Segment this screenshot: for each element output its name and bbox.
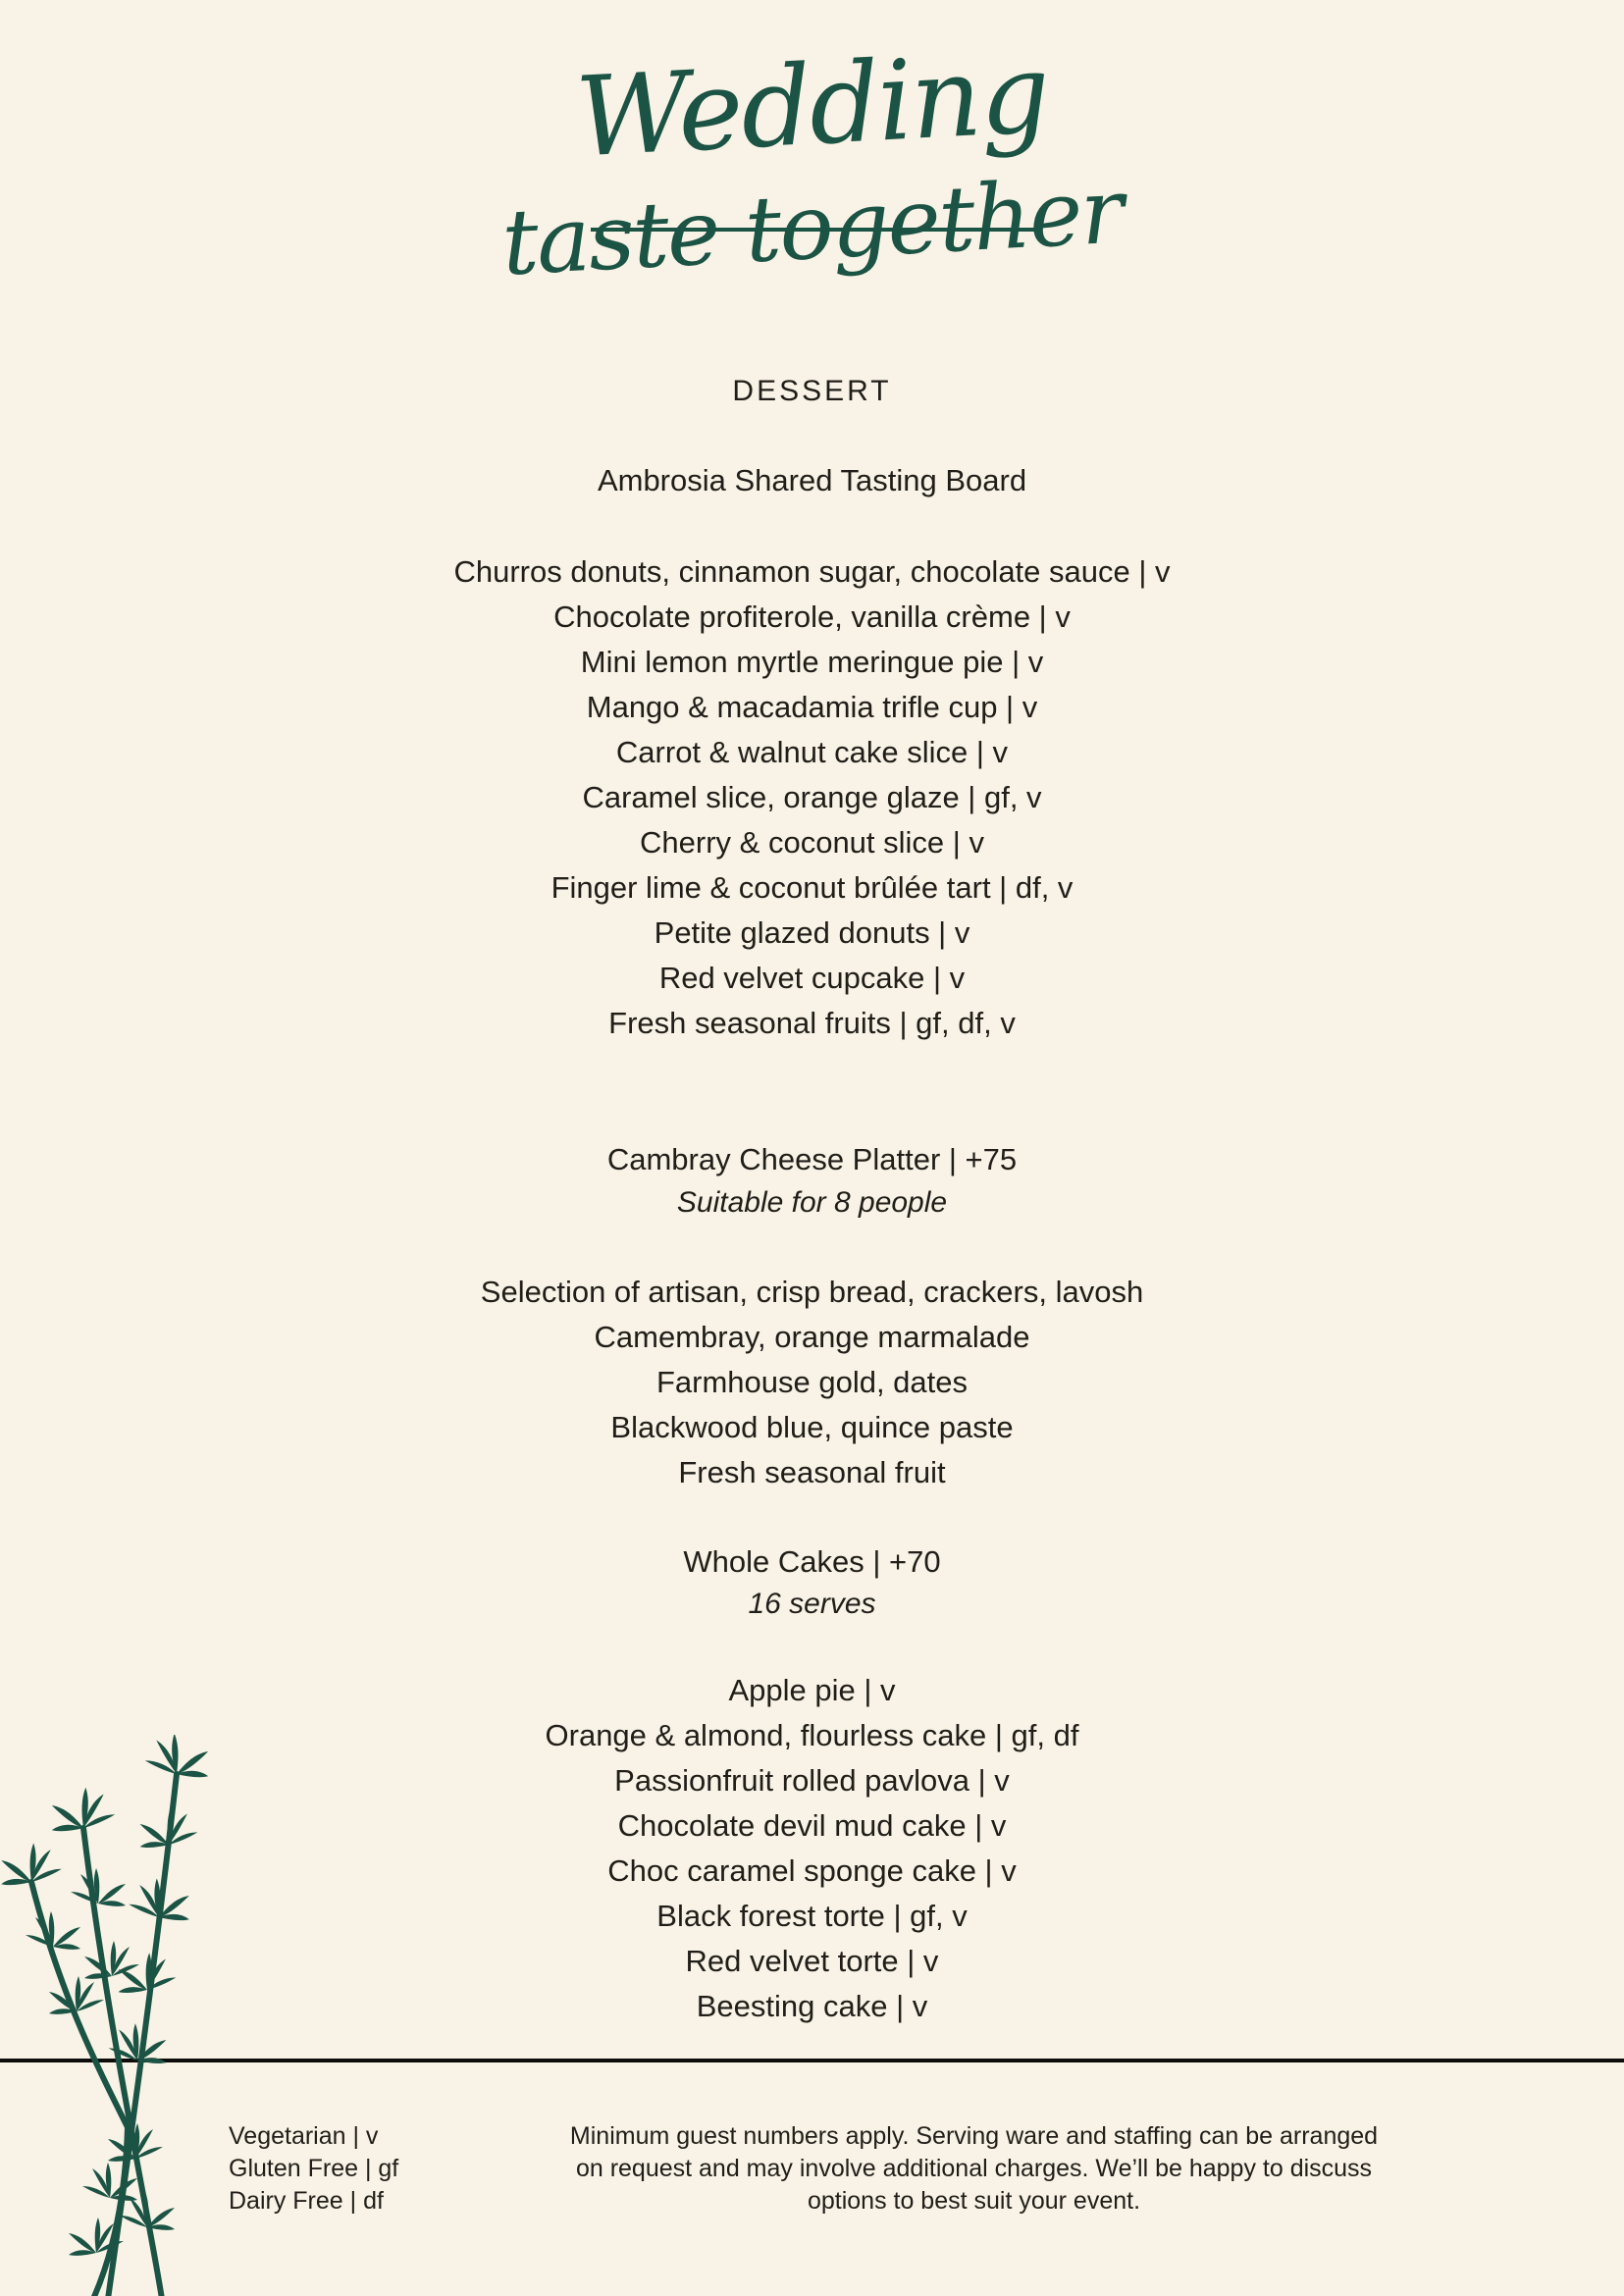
menu-item: Black forest torte | gf, v (656, 1899, 968, 1933)
logo-wordmark-line2: taste together (499, 158, 1125, 296)
menu-item: Selection of artisan, crisp bread, crackers, lavosh (480, 1275, 1144, 1309)
section-subtitle-cheese-platter: Suitable for 8 people (676, 1186, 948, 1219)
menu-item: Churros donuts, cinnamon sugar, chocolate sauce | v (453, 554, 1171, 589)
menu-item: Fresh seasonal fruit (678, 1455, 946, 1489)
page-title: DESSERT (732, 375, 892, 407)
menu-item: Orange & almond, flourless cake | gf, df (545, 1718, 1079, 1752)
legend-dairy-free: Dairy Free | df (229, 2187, 384, 2215)
menu-item: Apple pie | v (728, 1673, 896, 1707)
legend-vegetarian: Vegetarian | v (229, 2122, 379, 2150)
menu-item: Cherry & coconut slice | v (640, 825, 984, 860)
logo-wordmark-line1: Wedding (572, 29, 1052, 183)
menu-item: Blackwood blue, quince paste (610, 1410, 1014, 1444)
menu-item: Fresh seasonal fruits | gf, df, v (608, 1006, 1016, 1040)
menu-item: Red velvet torte | v (685, 1944, 939, 1978)
menu-item: Passionfruit rolled pavlova | v (614, 1763, 1010, 1798)
menu-list-cheese-platter (0, 1270, 1624, 1495)
thyme-sprig-illustration (0, 1735, 285, 2296)
menu-item: Camembray, orange marmalade (594, 1320, 1030, 1354)
menu-item: Petite glazed donuts | v (654, 915, 970, 950)
menu-item: Farmhouse gold, dates (655, 1365, 969, 1399)
section-title-cheese-platter: Cambray Cheese Platter | +75 (606, 1142, 1018, 1176)
menu-item: Finger lime & coconut brûlée tart | df, v (550, 870, 1074, 905)
menu-item: Choc caramel sponge cake | v (607, 1853, 1017, 1888)
menu-item: Mango & macadamia trifle cup | v (586, 690, 1038, 724)
menu-item: Beesting cake | v (696, 1989, 928, 2023)
footer-note-line: options to best suit your event. (807, 2187, 1141, 2215)
menu-item: Chocolate devil mud cake | v (617, 1808, 1007, 1843)
footer-note-line: on request and may involve additional charges. We’ll be happy to discuss (575, 2155, 1373, 2182)
menu-item: Caramel slice, orange glaze | gf, v (582, 780, 1042, 814)
menu-item: Chocolate profiterole, vanilla crème | v (553, 600, 1071, 634)
section-subtitle-whole-cakes: 16 serves (748, 1588, 876, 1620)
footer-note (496, 2120, 1452, 2218)
section-title-whole-cakes: Whole Cakes | +70 (683, 1544, 941, 1579)
menu-item: Mini lemon myrtle meringue pie | v (580, 645, 1044, 679)
menu-item: Red velvet cupcake | v (658, 961, 966, 995)
footer-note-line: Minimum guest numbers apply. Serving ware and staffing can be arranged (569, 2122, 1379, 2150)
menu-list-tasting-board (0, 549, 1624, 1046)
section-title-tasting-board: Ambrosia Shared Tasting Board (597, 463, 1027, 497)
menu-item: Carrot & walnut cake slice | v (615, 735, 1009, 769)
legend-gluten-free: Gluten Free | gf (229, 2155, 399, 2182)
